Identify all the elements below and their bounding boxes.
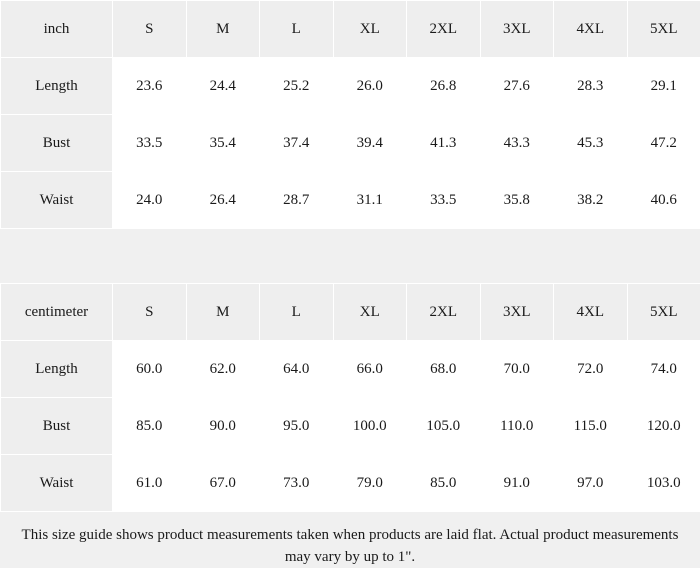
cell-value: 95.0 (260, 398, 334, 455)
size-guide-note: This size guide shows product measurements taken when products are laid flat. Actual product measurements may vary by up to 1". (0, 512, 700, 568)
cell-value: 91.0 (480, 455, 554, 512)
table-row (1, 341, 700, 398)
column-header-4xl: 4XL (554, 1, 628, 58)
table-row (1, 398, 700, 455)
cell-value: 85.0 (407, 455, 481, 512)
cell-value: 35.4 (186, 115, 260, 172)
cell-value: 97.0 (554, 455, 628, 512)
cell-value: 35.8 (480, 172, 554, 229)
cell-value: 33.5 (407, 172, 481, 229)
cell-value: 24.4 (186, 58, 260, 115)
column-header-xl: XL (333, 1, 407, 58)
cell-value: 105.0 (407, 398, 481, 455)
cell-value: 41.3 (407, 115, 481, 172)
column-header-4xl: 4XL (554, 284, 628, 341)
cell-value: 43.3 (480, 115, 554, 172)
cell-value: 33.5 (113, 115, 187, 172)
cell-value: 28.7 (260, 172, 334, 229)
cell-value: 25.2 (260, 58, 334, 115)
column-header-l: L (260, 1, 334, 58)
cell-value: 67.0 (186, 455, 260, 512)
column-header-m: M (186, 284, 260, 341)
cell-value: 110.0 (480, 398, 554, 455)
size-table-centimeter (0, 283, 700, 512)
table-row (1, 455, 700, 512)
cell-value: 31.1 (333, 172, 407, 229)
cell-value: 62.0 (186, 341, 260, 398)
row-label-length: Length (1, 58, 113, 115)
row-label-waist: Waist (1, 172, 113, 229)
cell-value: 61.0 (113, 455, 187, 512)
cell-value: 100.0 (333, 398, 407, 455)
cell-value: 26.4 (186, 172, 260, 229)
column-header-2xl: 2XL (407, 284, 481, 341)
row-label-waist: Waist (1, 455, 113, 512)
cell-value: 103.0 (627, 455, 700, 512)
cell-value: 73.0 (260, 455, 334, 512)
column-header-s: S (113, 284, 187, 341)
column-header-3xl: 3XL (480, 1, 554, 58)
cell-value: 115.0 (554, 398, 628, 455)
cell-value: 26.0 (333, 58, 407, 115)
cell-value: 27.6 (480, 58, 554, 115)
column-header-m: M (186, 1, 260, 58)
cell-value: 72.0 (554, 341, 628, 398)
column-header-s: S (113, 1, 187, 58)
table-header-row (1, 1, 700, 58)
cell-value: 39.4 (333, 115, 407, 172)
column-header-2xl: 2XL (407, 1, 481, 58)
cell-value: 79.0 (333, 455, 407, 512)
unit-label-centimeter: centimeter (1, 284, 113, 341)
cell-value: 40.6 (627, 172, 700, 229)
cell-value: 37.4 (260, 115, 334, 172)
row-label-bust: Bust (1, 115, 113, 172)
cell-value: 45.3 (554, 115, 628, 172)
column-header-l: L (260, 284, 334, 341)
cell-value: 47.2 (627, 115, 700, 172)
cell-value: 64.0 (260, 341, 334, 398)
cell-value: 60.0 (113, 341, 187, 398)
table-header-row (1, 284, 700, 341)
table-row (1, 58, 700, 115)
size-table-inch (0, 0, 700, 229)
cell-value: 29.1 (627, 58, 700, 115)
cell-value: 23.6 (113, 58, 187, 115)
table-row (1, 172, 700, 229)
unit-label-inch: inch (1, 1, 113, 58)
column-header-xl: XL (333, 284, 407, 341)
cell-value: 28.3 (554, 58, 628, 115)
column-header-5xl: 5XL (627, 1, 700, 58)
cell-value: 90.0 (186, 398, 260, 455)
column-header-5xl: 5XL (627, 284, 700, 341)
column-header-3xl: 3XL (480, 284, 554, 341)
cell-value: 68.0 (407, 341, 481, 398)
row-label-bust: Bust (1, 398, 113, 455)
cell-value: 38.2 (554, 172, 628, 229)
row-label-length: Length (1, 341, 113, 398)
cell-value: 70.0 (480, 341, 554, 398)
table-separator (0, 229, 700, 283)
cell-value: 85.0 (113, 398, 187, 455)
cell-value: 120.0 (627, 398, 700, 455)
cell-value: 66.0 (333, 341, 407, 398)
cell-value: 24.0 (113, 172, 187, 229)
table-row (1, 115, 700, 172)
cell-value: 74.0 (627, 341, 700, 398)
cell-value: 26.8 (407, 58, 481, 115)
